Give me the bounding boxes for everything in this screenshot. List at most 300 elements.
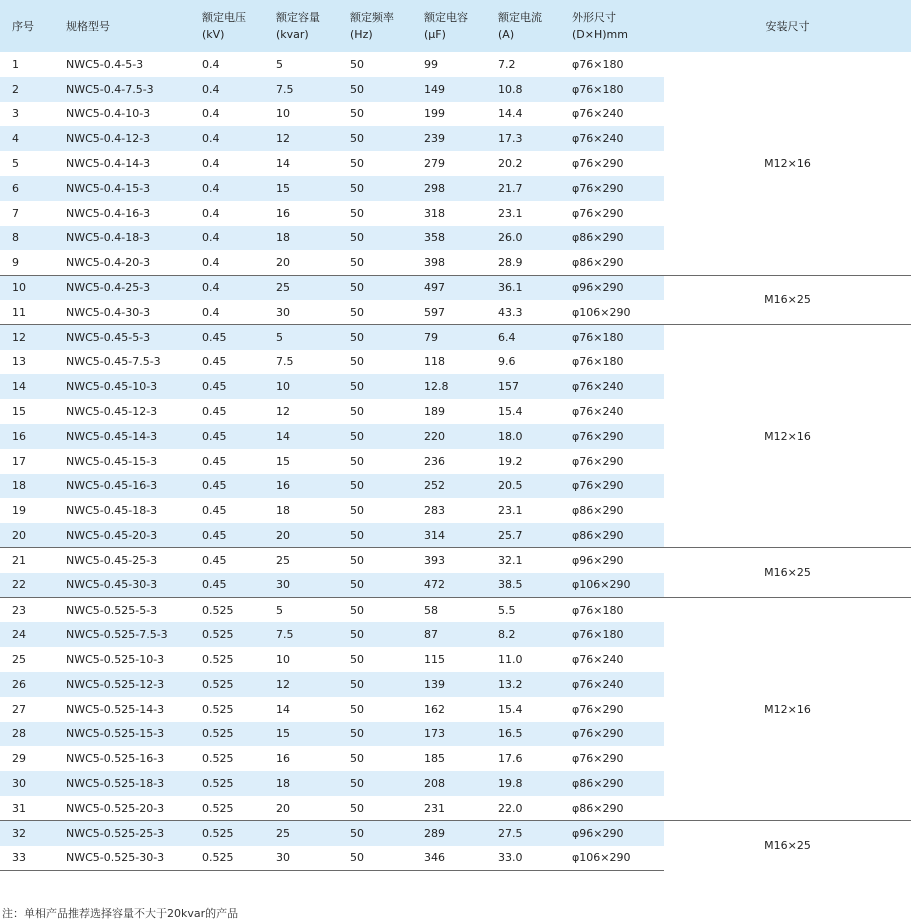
cell-capacity: 14	[276, 157, 290, 171]
cell-install-size: M12×16	[664, 325, 911, 548]
cell-frequency: 50	[338, 275, 412, 300]
cell-capacitance: 139	[412, 672, 486, 697]
cell-capacitance: 358	[412, 226, 486, 251]
cell-capacitance: 318	[424, 206, 445, 220]
cell-index: 31	[12, 801, 26, 815]
cell-current: 20.5	[486, 474, 560, 499]
cell-dimensions: φ86×290	[572, 256, 624, 270]
footnote: 注：单相产品推荐选择容量不大于20kvar的产品	[2, 907, 239, 920]
cell-index: 13	[12, 355, 26, 369]
cell-dimensions: φ76×240	[572, 405, 624, 419]
cell-capacitance: 173	[412, 722, 486, 747]
cell-voltage: 0.4	[202, 57, 220, 71]
cell-capacitance: 279	[424, 157, 445, 171]
cell-frequency: 50	[350, 405, 364, 419]
cell-index: 11	[12, 305, 26, 319]
header-capacitance	[412, 0, 486, 52]
cell-capacity: 15	[264, 722, 338, 747]
cell-frequency: 50	[338, 548, 412, 573]
cell-frequency: 50	[350, 57, 364, 71]
header-frequency	[338, 0, 412, 52]
cell-index: 28	[0, 722, 54, 747]
cell-voltage: 0.45	[190, 325, 264, 350]
cell-dimensions: φ76×180	[560, 77, 664, 102]
cell-capacity: 20	[276, 256, 290, 270]
cell-frequency: 50	[350, 504, 364, 518]
cell-capacity: 20	[264, 523, 338, 548]
cell-model: NWC5-0.4-18-3	[54, 226, 190, 251]
cell-capacitance: 149	[412, 77, 486, 102]
cell-dimensions: φ76×290	[572, 157, 624, 171]
cell-model: NWC5-0.525-15-3	[54, 722, 190, 747]
cell-current: 15.4	[498, 405, 523, 419]
cell-voltage: 0.525	[202, 752, 234, 766]
cell-install-size: M16×25	[664, 275, 911, 325]
cell-index: 16	[0, 424, 54, 449]
cell-capacitance: 314	[412, 523, 486, 548]
cell-frequency: 50	[350, 702, 364, 716]
cell-model: NWC5-0.525-5-3	[54, 598, 190, 623]
cell-model: NWC5-0.45-25-3	[54, 548, 190, 573]
cell-capacitance: 289	[412, 821, 486, 846]
cell-capacity: 12	[276, 405, 290, 419]
cell-capacity: 5	[276, 57, 283, 71]
cell-dimensions: φ86×290	[572, 801, 624, 815]
header-row	[0, 0, 911, 52]
cell-index: 10	[0, 275, 54, 300]
cell-voltage: 0.525	[190, 846, 264, 871]
cell-voltage: 0.4	[190, 126, 264, 151]
cell-model: NWC5-0.4-25-3	[54, 275, 190, 300]
cell-model: NWC5-0.45-14-3	[54, 424, 190, 449]
cell-voltage: 0.525	[190, 672, 264, 697]
cell-index: 14	[0, 374, 54, 399]
cell-index: 6	[0, 176, 54, 201]
cell-voltage: 0.4	[190, 275, 264, 300]
cell-frequency: 50	[350, 157, 364, 171]
cell-frequency: 50	[338, 622, 412, 647]
cell-index: 26	[0, 672, 54, 697]
cell-dimensions: φ76×290	[572, 206, 624, 220]
cell-dimensions: φ76×180	[560, 622, 664, 647]
cell-capacity: 15	[264, 176, 338, 201]
cell-model: NWC5-0.4-15-3	[54, 176, 190, 201]
cell-dimensions: φ96×290	[560, 548, 664, 573]
cell-voltage: 0.525	[202, 801, 234, 815]
cell-current: 28.9	[498, 256, 523, 270]
cell-voltage: 0.45	[202, 405, 227, 419]
cell-model: NWC5-0.45-20-3	[54, 523, 190, 548]
cell-current: 18.0	[486, 424, 560, 449]
cell-capacitance: 199	[424, 107, 445, 121]
cell-dimensions: φ76×290	[572, 454, 624, 468]
table-body	[0, 52, 911, 870]
cell-dimensions: φ106×290	[560, 573, 664, 598]
cell-voltage: 0.4	[190, 77, 264, 102]
header-voltage	[190, 0, 264, 52]
cell-capacitance: 208	[412, 771, 486, 796]
cell-current: 27.5	[486, 821, 560, 846]
cell-frequency: 50	[338, 722, 412, 747]
cell-dimensions: φ76×290	[560, 474, 664, 499]
cell-frequency: 50	[338, 126, 412, 151]
header-label: 额定频率	[350, 11, 394, 24]
cell-capacity: 10	[264, 374, 338, 399]
cell-capacitance: 220	[412, 424, 486, 449]
cell-dimensions: φ76×180	[572, 57, 624, 71]
cell-index: 15	[12, 405, 26, 419]
cell-current: 157	[486, 374, 560, 399]
cell-model: NWC5-0.4-20-3	[66, 256, 151, 270]
cell-model: NWC5-0.45-7.5-3	[66, 355, 161, 369]
cell-capacitance: 398	[424, 256, 445, 270]
cell-frequency: 50	[350, 752, 364, 766]
cell-model: NWC5-0.4-7.5-3	[54, 77, 190, 102]
cell-voltage: 0.45	[190, 523, 264, 548]
cell-dimensions: φ76×290	[572, 752, 624, 766]
cell-current: 5.5	[486, 598, 560, 623]
cell-frequency: 50	[338, 672, 412, 697]
header-unit: (kV)	[202, 28, 225, 41]
cell-voltage: 0.4	[202, 157, 220, 171]
cell-frequency: 50	[338, 771, 412, 796]
cell-frequency: 50	[338, 474, 412, 499]
cell-capacity: 30	[264, 573, 338, 598]
cell-model: NWC5-0.45-18-3	[66, 504, 158, 518]
cell-voltage: 0.45	[202, 504, 227, 518]
cell-capacity: 5	[264, 598, 338, 623]
cell-voltage: 0.45	[190, 374, 264, 399]
cell-model: NWC5-0.4-14-3	[66, 157, 151, 171]
cell-model: NWC5-0.45-10-3	[54, 374, 190, 399]
cell-voltage: 0.525	[190, 821, 264, 846]
cell-current: 20.2	[498, 157, 523, 171]
cell-model: NWC5-0.4-10-3	[66, 107, 151, 121]
cell-current: 38.5	[486, 573, 560, 598]
cell-current: 32.1	[486, 548, 560, 573]
cell-dimensions: φ76×240	[572, 107, 624, 121]
cell-model: NWC5-0.4-12-3	[54, 126, 190, 151]
cell-frequency: 50	[350, 653, 364, 667]
cell-index: 8	[0, 226, 54, 251]
cell-dimensions: φ86×290	[572, 504, 624, 518]
cell-capacitance: 239	[412, 126, 486, 151]
cell-dimensions: φ76×180	[572, 355, 624, 369]
cell-current: 13.2	[486, 672, 560, 697]
cell-capacitance: 393	[412, 548, 486, 573]
cell-current: 22.0	[498, 801, 523, 815]
cell-voltage: 0.45	[190, 548, 264, 573]
cell-capacitance: 99	[424, 57, 438, 71]
cell-capacitance: 346	[412, 846, 486, 871]
cell-voltage: 0.4	[202, 107, 220, 121]
cell-capacitance: 118	[424, 355, 445, 369]
cell-frequency: 50	[338, 846, 412, 871]
header-unit: (Hz)	[350, 28, 373, 41]
cell-dimensions: φ96×290	[560, 275, 664, 300]
cell-voltage: 0.45	[202, 355, 227, 369]
cell-voltage: 0.4	[190, 226, 264, 251]
cell-dimensions: φ76×240	[560, 672, 664, 697]
cell-capacitance: 189	[424, 405, 445, 419]
cell-voltage: 0.4	[202, 256, 220, 270]
cell-index: 17	[12, 454, 26, 468]
header-label: 额定电压	[202, 11, 246, 24]
cell-capacity: 25	[264, 821, 338, 846]
cell-frequency: 50	[350, 256, 364, 270]
cell-install-size: M16×25	[664, 821, 911, 871]
cell-dimensions: φ106×290	[572, 305, 631, 319]
cell-frequency: 50	[350, 355, 364, 369]
cell-dimensions: φ76×290	[560, 722, 664, 747]
table-row	[0, 821, 911, 846]
cell-index: 24	[0, 622, 54, 647]
cell-capacity: 30	[276, 305, 290, 319]
cell-model: NWC5-0.45-5-3	[54, 325, 190, 350]
cell-capacitance: 12.8	[412, 374, 486, 399]
cell-voltage: 0.525	[190, 771, 264, 796]
cell-dimensions: φ86×290	[560, 226, 664, 251]
cell-model: NWC5-0.525-10-3	[66, 653, 165, 667]
cell-capacity: 16	[276, 752, 290, 766]
header-dimensions	[560, 0, 664, 52]
cell-index: 2	[0, 77, 54, 102]
cell-capacitance: 79	[412, 325, 486, 350]
table-header	[0, 0, 911, 52]
cell-index: 25	[12, 653, 26, 667]
cell-index: 33	[0, 846, 54, 871]
cell-dimensions: φ76×240	[572, 653, 624, 667]
cell-model: NWC5-0.45-15-3	[66, 454, 158, 468]
cell-index: 23	[0, 598, 54, 623]
cell-index: 29	[12, 752, 26, 766]
cell-model: NWC5-0.45-12-3	[66, 405, 158, 419]
cell-model: NWC5-0.525-18-3	[54, 771, 190, 796]
cell-install-size: M16×25	[664, 548, 911, 598]
header-label: 序号	[12, 19, 34, 33]
cell-capacitance: 58	[412, 598, 486, 623]
table-row	[0, 548, 911, 573]
cell-voltage: 0.4	[202, 305, 220, 319]
cell-model: NWC5-0.45-16-3	[54, 474, 190, 499]
cell-frequency: 50	[338, 821, 412, 846]
cell-current: 16.5	[486, 722, 560, 747]
cell-current: 19.8	[486, 771, 560, 796]
header-label: 额定电容	[424, 11, 468, 24]
cell-capacity: 25	[264, 548, 338, 573]
cell-capacitance: 162	[424, 702, 445, 716]
cell-current: 36.1	[486, 275, 560, 300]
cell-voltage: 0.4	[202, 206, 220, 220]
cell-current: 6.4	[486, 325, 560, 350]
cell-index: 19	[12, 504, 26, 518]
cell-frequency: 50	[338, 226, 412, 251]
cell-capacity: 7.5	[276, 355, 294, 369]
cell-model: NWC5-0.4-30-3	[66, 305, 151, 319]
cell-frequency: 50	[350, 305, 364, 319]
cell-current: 26.0	[486, 226, 560, 251]
cell-capacity: 18	[276, 504, 290, 518]
table-row	[0, 52, 911, 77]
cell-install-size: M12×16	[664, 598, 911, 821]
cell-dimensions: φ76×180	[560, 325, 664, 350]
cell-current: 10.8	[486, 77, 560, 102]
header-capacity	[264, 0, 338, 52]
cell-capacity: 10	[276, 653, 290, 667]
table-row	[0, 325, 911, 350]
cell-model: NWC5-0.45-30-3	[54, 573, 190, 598]
cell-current: 21.7	[486, 176, 560, 201]
cell-dimensions: φ76×290	[560, 424, 664, 449]
cell-frequency: 50	[350, 107, 364, 121]
cell-frequency: 50	[338, 325, 412, 350]
cell-current: 43.3	[498, 305, 523, 319]
cell-current: 17.6	[498, 752, 523, 766]
cell-frequency: 50	[338, 176, 412, 201]
cell-frequency: 50	[338, 424, 412, 449]
cell-model: NWC5-0.525-16-3	[66, 752, 165, 766]
cell-capacity: 12	[264, 126, 338, 151]
cell-voltage: 0.525	[190, 722, 264, 747]
cell-capacity: 10	[276, 107, 290, 121]
cell-capacity: 15	[276, 454, 290, 468]
cell-capacitance: 185	[424, 752, 445, 766]
cell-frequency: 50	[338, 374, 412, 399]
cell-capacitance: 231	[424, 801, 445, 815]
cell-index: 22	[0, 573, 54, 598]
header-current	[486, 0, 560, 52]
cell-index: 27	[12, 702, 26, 716]
cell-dimensions: φ86×290	[560, 771, 664, 796]
cell-voltage: 0.525	[202, 653, 234, 667]
table-row	[0, 275, 911, 300]
cell-frequency: 50	[338, 523, 412, 548]
cell-index: 30	[0, 771, 54, 796]
cell-current: 7.2	[498, 57, 516, 71]
cell-capacity: 30	[264, 846, 338, 871]
cell-index: 7	[12, 206, 19, 220]
cell-capacity: 14	[264, 424, 338, 449]
header-unit: (μF)	[424, 28, 446, 41]
cell-current: 9.6	[498, 355, 516, 369]
cell-voltage: 0.45	[202, 454, 227, 468]
cell-capacitance: 472	[412, 573, 486, 598]
cell-current: 8.2	[486, 622, 560, 647]
cell-voltage: 0.525	[202, 702, 234, 716]
cell-dimensions: φ76×240	[560, 374, 664, 399]
header-label: 外形尺寸	[572, 11, 616, 24]
cell-index: 20	[0, 523, 54, 548]
cell-capacity: 16	[276, 206, 290, 220]
header-install-size	[664, 0, 911, 52]
cell-index: 3	[12, 107, 19, 121]
cell-dimensions: φ76×240	[560, 126, 664, 151]
cell-index: 32	[0, 821, 54, 846]
cell-capacity: 20	[276, 801, 290, 815]
cell-index: 5	[12, 157, 19, 171]
cell-index: 21	[0, 548, 54, 573]
cell-current: 11.0	[498, 653, 523, 667]
header-label: 额定容量	[276, 11, 320, 24]
cell-current: 33.0	[486, 846, 560, 871]
cell-index: 18	[0, 474, 54, 499]
cell-dimensions: φ76×180	[560, 598, 664, 623]
header-label: 规格型号	[66, 19, 110, 33]
cell-voltage: 0.45	[190, 474, 264, 499]
cell-current: 17.3	[486, 126, 560, 151]
cell-model: NWC5-0.4-16-3	[66, 206, 151, 220]
cell-capacitance: 115	[424, 653, 445, 667]
cell-model: NWC5-0.525-30-3	[54, 846, 190, 871]
cell-capacitance: 236	[424, 454, 445, 468]
cell-voltage: 0.4	[190, 176, 264, 201]
cell-voltage: 0.525	[190, 622, 264, 647]
header-unit: (kvar)	[276, 28, 309, 41]
cell-index: 9	[12, 256, 19, 270]
cell-index: 12	[0, 325, 54, 350]
cell-frequency: 50	[350, 206, 364, 220]
cell-capacity: 7.5	[264, 622, 338, 647]
header-model	[54, 0, 190, 52]
cell-capacity: 16	[264, 474, 338, 499]
cell-dimensions: φ76×290	[572, 702, 624, 716]
cell-model: NWC5-0.525-20-3	[66, 801, 165, 815]
header-unit: (A)	[498, 28, 515, 41]
cell-dimensions: φ96×290	[560, 821, 664, 846]
cell-capacitance: 298	[412, 176, 486, 201]
cell-index: 1	[12, 57, 19, 71]
cell-current: 25.7	[486, 523, 560, 548]
cell-frequency: 50	[338, 77, 412, 102]
cell-capacitance: 597	[424, 305, 445, 319]
cell-model: NWC5-0.525-14-3	[66, 702, 165, 716]
cell-frequency: 50	[350, 454, 364, 468]
table-row	[0, 598, 911, 623]
cell-frequency: 50	[338, 598, 412, 623]
header-unit: (D×H)mm	[572, 28, 628, 41]
cell-model: NWC5-0.525-12-3	[54, 672, 190, 697]
cell-dimensions: φ86×290	[560, 523, 664, 548]
cell-capacitance: 87	[412, 622, 486, 647]
cell-capacity: 18	[264, 226, 338, 251]
cell-current: 15.4	[498, 702, 523, 716]
header-index	[0, 0, 54, 52]
cell-install-size: M12×16	[664, 52, 911, 275]
cell-capacitance: 497	[412, 275, 486, 300]
cell-index: 4	[0, 126, 54, 151]
cell-frequency: 50	[338, 573, 412, 598]
cell-frequency: 50	[350, 801, 364, 815]
cell-capacitance: 252	[412, 474, 486, 499]
cell-voltage: 0.45	[190, 424, 264, 449]
cell-current: 14.4	[498, 107, 523, 121]
cell-voltage: 0.45	[190, 573, 264, 598]
cell-voltage: 0.525	[190, 598, 264, 623]
cell-capacity: 25	[264, 275, 338, 300]
cell-current: 23.1	[498, 504, 523, 518]
header-label: 安装尺寸	[765, 19, 810, 33]
cell-model: NWC5-0.525-7.5-3	[54, 622, 190, 647]
cell-capacity: 5	[264, 325, 338, 350]
cell-capacity: 7.5	[264, 77, 338, 102]
header-label: 额定电流	[498, 11, 542, 24]
cell-dimensions: φ106×290	[560, 846, 664, 871]
cell-capacitance: 283	[424, 504, 445, 518]
cell-current: 23.1	[498, 206, 523, 220]
cell-model: NWC5-0.525-25-3	[54, 821, 190, 846]
cell-model: NWC5-0.4-5-3	[66, 57, 144, 71]
cell-dimensions: φ76×290	[560, 176, 664, 201]
